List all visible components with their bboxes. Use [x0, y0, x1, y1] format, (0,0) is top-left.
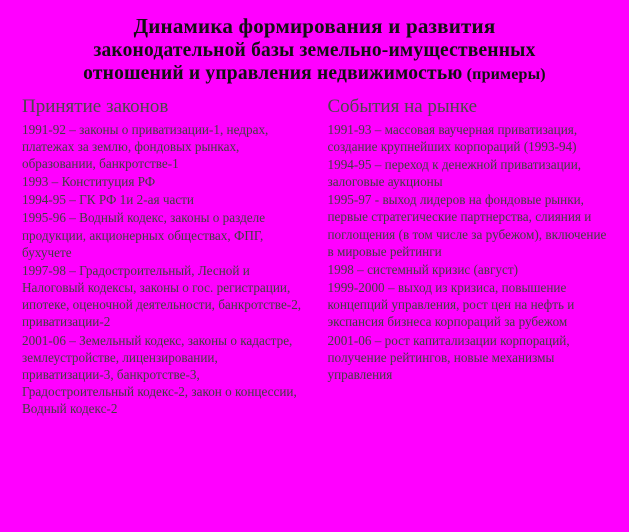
title-line-3-suffix: (примеры)	[462, 65, 546, 83]
list-item: 1997-98 – Градостроительный, Лесной и Налоговый кодексы, законы о гос. регистрации, ипотеке, оценочной деятельности, банкротстве-2, приватизации-2	[22, 262, 302, 330]
list-item: 1995-96 – Водный кодекс, законы о разделе продукции, акционерных обществах, ФПГ, бухучете	[22, 210, 266, 260]
list-item: 1993 – Конституция РФ	[22, 174, 156, 190]
title-line-2: законодательной базы земельно-имущественных	[93, 39, 536, 61]
list-item: 1999-2000 – выход из кризиса, повышение концепций управления, рост цен на нефть и экспансия бизнеса корпораций за рубежом	[327, 280, 575, 330]
title-line-3: отношений и управления недвижимостью	[83, 62, 463, 84]
list-item: 1991-92 – законы о приватизации-1, недрах, платежах за землю, фондовых рынках, образовании, банкротстве-1	[22, 121, 269, 171]
column-laws-heading: Принятие законов	[22, 95, 169, 117]
column-laws	[14, 97, 310, 419]
title-line-3-wrapper	[10, 62, 619, 85]
content-columns	[10, 97, 619, 419]
list-item: 1994-95 – переход к денежной приватизации, залоговые аукционы	[327, 156, 582, 190]
list-item: 1994-95 – ГК РФ 1и 2-ая части	[22, 192, 194, 208]
title-line-1: Динамика формирования и развития	[133, 14, 496, 38]
list-item: 1998 – системный кризис (август)	[327, 261, 519, 277]
column-market-events	[320, 97, 616, 419]
list-item: 1991-93 – массовая ваучерная приватизация, создание крупнейших корпораций (1993-94)	[327, 121, 578, 154]
list-item: 2001-06 – Земельный кодекс, законы о кадастре, землеустройстве, лицензировании, приватизации-3, банкротстве-3, Градостроительный кодекс-2, закон о концессии, Водный кодекс-2	[22, 332, 297, 417]
column-market-events-heading: События на рынке	[327, 95, 478, 117]
list-item: 1995-97 - выход лидеров на фондовые рынки, первые стратегические партнерства, слияния и поглощения (в том числе за рубежом), включение в мировые рейтинги	[327, 192, 607, 259]
list-item: 2001-06 – рост капитализации корпораций, получение рейтингов, новые механизмы управления	[327, 332, 570, 382]
slide-title	[10, 14, 619, 85]
